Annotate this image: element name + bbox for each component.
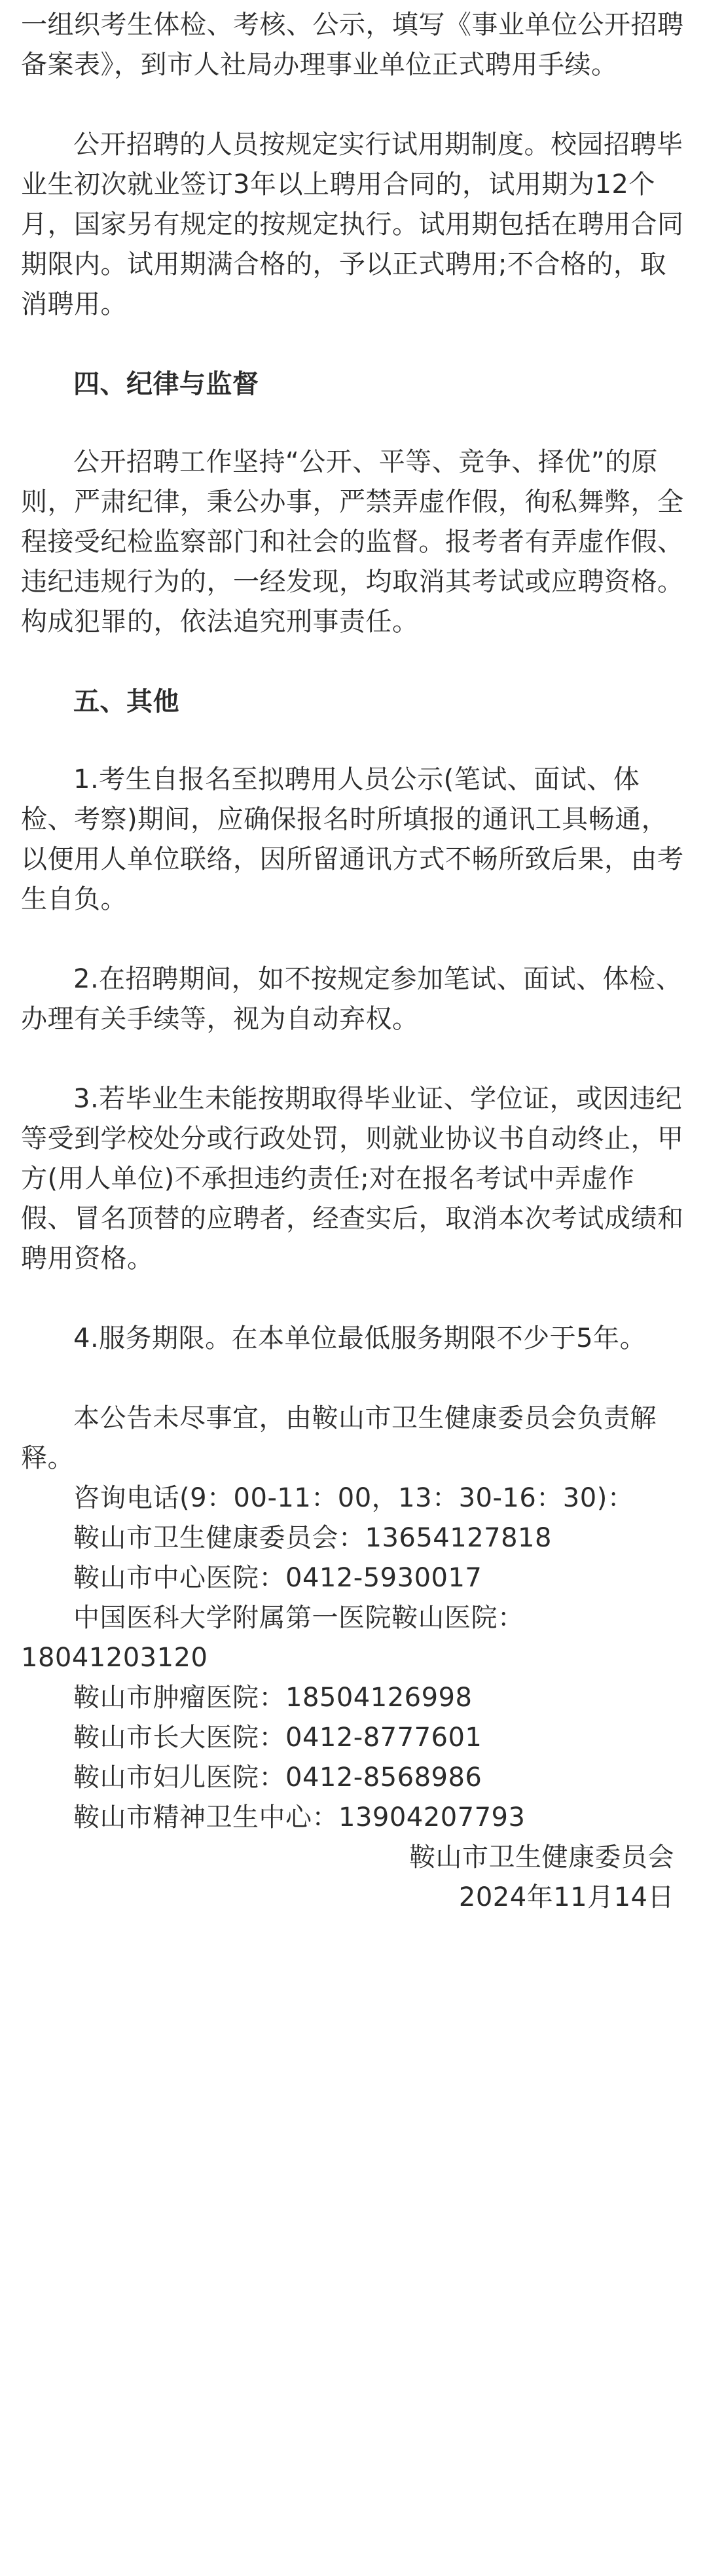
contact-women-children-hospital: 鞍山市妇儿医院：0412-8568986 [73, 1762, 482, 1793]
discipline-heading: 四、纪律与监督 [73, 369, 259, 399]
other-item-4: 4.服务期限。在本单位最低服务期限不少于5年。 [73, 1323, 647, 1353]
signature-date: 2024年11月14日 [458, 1882, 674, 1912]
hotline-hours: 咨询电话(9：00-11：00，13：30-16：30)： [73, 1483, 634, 1513]
probation-paragraph: 公开招聘的人员按规定实行试用期制度。校园招聘毕业生初次就业签订3年以上聘用合同的，试用期为12个月，国家另有规定的按规定执行。试用期包括在聘用合同期限内。试用期满合格的，予以正式聘用;不合格的，取消聘用。 [21, 130, 684, 319]
contact-health-commission: 鞍山市卫生健康委员会：13654127818 [73, 1523, 552, 1553]
contact-central-hospital: 鞍山市中心医院：0412-5930017 [73, 1563, 482, 1593]
signature-organization: 鞍山市卫生健康委员会 [409, 1842, 674, 1872]
contact-cmu-hospital-number: 18041203120 [21, 1643, 208, 1673]
discipline-paragraph: 公开招聘工作坚持“公开、平等、竞争、择优”的原则，严肃纪律，秉公办事，严禁弄虚作假，徇私舞弊，全程接受纪检监察部门和社会的监督。报考者有弄虚作假、违纪违规行为的，一经发现，均取消其考试或应聘资格。构成犯罪的，依法追究刑事责任。 [21, 447, 684, 637]
contact-mental-health-center: 鞍山市精神卫生中心：13904207793 [73, 1802, 526, 1833]
other-item-2: 2.在招聘期间，如不按规定参加笔试、面试、体检、办理有关手续等，视为自动弃权。 [21, 964, 683, 1034]
explain-paragraph: 本公告未尽事宜，由鞍山市卫生健康委员会负责解释。 [21, 1403, 657, 1473]
contact-tumor-hospital: 鞍山市肿瘤医院：18504126998 [73, 1683, 473, 1713]
other-item-1: 1.考生自报名至拟聘用人员公示(笔试、面试、体检、考察)期间，应确保报名时所填报的通讯工具畅通，以便用人单位联络，因所留通讯方式不畅所致后果，由考生自负。 [21, 764, 684, 914]
other-heading: 五、其他 [73, 687, 179, 717]
intro-paragraph: 一组织考生体检、考核、公示，填写《事业单位公开招聘备案表》，到市人社局办理事业单位正式聘用手续。 [21, 10, 684, 80]
contact-cmu-hospital-name: 中国医科大学附属第一医院鞍山医院： [73, 1603, 524, 1633]
contact-changda-hospital: 鞍山市长大医院：0412-8777601 [73, 1723, 482, 1753]
other-item-3: 3.若毕业生未能按期取得毕业证、学位证，或因违纪等受到学校处分或行政处罚，则就业协议书自动终止，甲方(用人单位)不承担违约责任;对在报名考试中弄虚作假、冒名顶替的应聘者，经查实后，取消本次考试成绩和聘用资格。 [21, 1084, 684, 1274]
